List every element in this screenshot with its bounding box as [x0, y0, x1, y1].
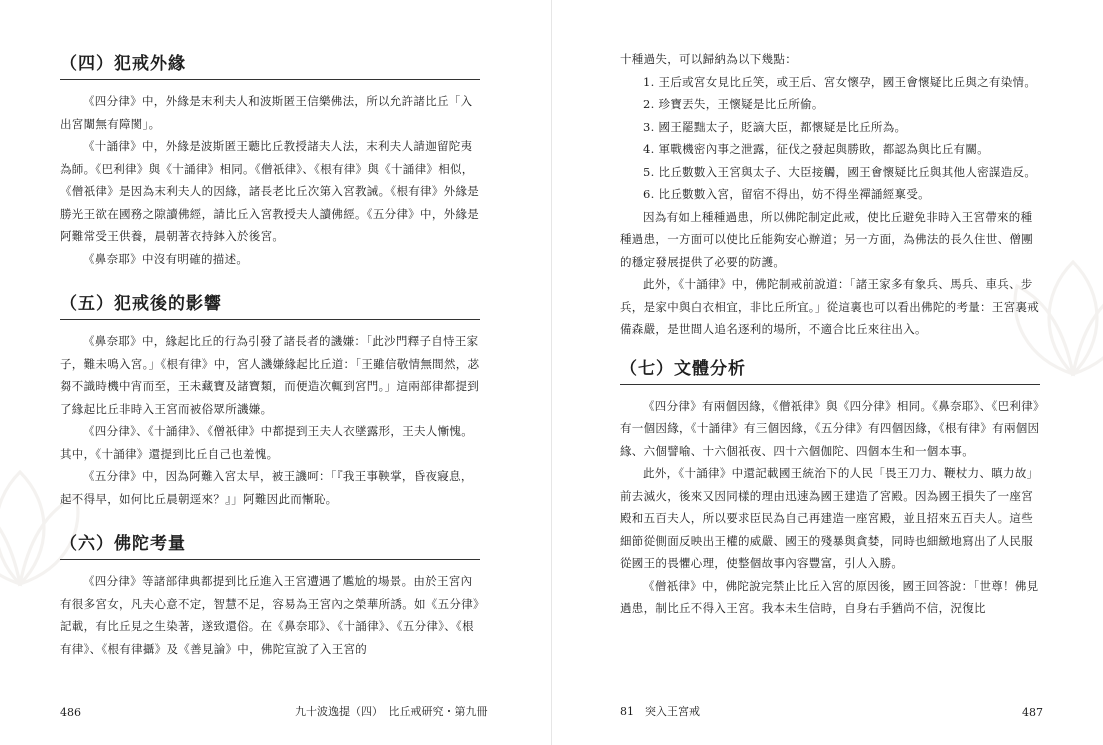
paragraph: 因為有如上種種過患，所以佛陀制定此戒，使比丘避免非時入王宮帶來的種種過患，一方面可以使比丘能夠安心辦道；另一方面，為佛法的長久住世、僧團的穩定發展提供了必要的防護。 [620, 209, 1033, 269]
left-page-content [60, 52, 480, 660]
section-5-body [60, 330, 480, 510]
right-page-content [620, 48, 1040, 620]
paragraph: 《僧祇律》中，佛陀說完禁止比丘入宮的原因後，國王回答說：「世尊！佛見過患，制比丘不得入王宮。我本未生信時，自身右手猶尚不信，況復比 [620, 578, 1039, 615]
chapter-running-head: 81 突入王宮戒 [620, 705, 700, 718]
paragraph: 《鼻奈耶》中沒有明確的描述。 [83, 251, 249, 266]
paragraph: 十種過失，可以歸納為以下幾點： [620, 52, 797, 66]
paragraph: 《十誦律》中，外緣是波斯匿王聽比丘教授諸夫人法，末利夫人請迦留陀夷為師。《巴利律》與《十誦律》相同。《僧祇律》、《根有律》與《十誦律》相似，《僧祇律》是因為末利夫人的因緣，諸長老比丘次第入宮教誡。《根有律》外緣是勝光王欲在國務之隙讀佛經，請比丘入宮教授夫人讀佛經。《五分律》中，外緣是阿難常受王供養，晨朝著衣持鉢入於後宮。 [60, 139, 480, 243]
paragraph: 此外，《十誦律》中，佛陀制戒前說道：「諸王家多有象兵、馬兵、車兵、步兵，是家中與白衣相宜，非比丘所宜。」從這裏也可以看出佛陀的考量：王宮裏戒備森嚴，是世間人追名逐利的場所，不適合比丘來往出入。 [620, 277, 1040, 336]
paragraph: 《四分律》、《十誦律》、《僧祇律》中都提到王夫人衣墜露形，王夫人慚愧。其中，《十誦律》還提到比丘自己也羞愧。 [60, 424, 473, 461]
paragraph: 《五分律》中，因為阿難入宮太早，被王譏呵：「『我王事鞅掌，昏夜寢息，起不得早，如何比丘晨朝逕來？』」阿難因此而慚恥。 [60, 469, 473, 506]
section-heading-6: （六）佛陀考量 [60, 532, 480, 560]
list-item: 2. 珍寶丟失，王懷疑是比丘所偷。 [643, 97, 824, 111]
list-item: 6. 比丘數數入宮，留宿不得出，妨不得坐禪誦經稟受。 [643, 187, 930, 201]
paragraph: 《四分律》等諸部律典都提到比丘進入王宮遭遇了尷尬的場景。由於王宮內有很多宮女，凡夫心意不定，智慧不足，容易為王宮內之榮華所誘。如《五分律》記載，有比丘見之生染著，遂致還俗。在《鼻奈耶》、《十誦律》、《五分律》、《根有律》、《根有律攝》及《善見論》中，佛陀宣說了入王宮的 [60, 574, 480, 656]
list-item: 3. 國王罷黜太子，貶謫大臣，都懷疑是比丘所為。 [643, 119, 907, 134]
paragraph: 《鼻奈耶》中，緣起比丘的行為引發了諸長者的譏嫌：「此沙門釋子自恃王家子，難未鳴入宮。」《根有律》中，宮人譏嫌緣起比丘道：「王雖信敬情無間然，苾芻不識時機中宵而至，王未藏寶及諸寶類，而便造次輒到宮門。」這兩部律都提到了緣起比丘非時入王宮而被俗眾所譏嫌。 [60, 334, 480, 416]
section-heading-5: （五）犯戒後的影響 [60, 292, 480, 320]
left-page [0, 0, 551, 745]
paragraph: 《四分律》中，外緣是末利夫人和波斯匿王信樂佛法，所以允許諸比丘「入出宮闈無有障閡」。 [60, 94, 473, 131]
right-page [552, 0, 1103, 745]
list-item: 5. 比丘數數入王宮與太子、大臣接觸，國王會懷疑比丘與其他人密謀造反。 [643, 164, 1037, 179]
page-number: 486 [60, 706, 81, 719]
paragraph: 《四分律》有兩個因緣，《僧祇律》與《四分律》相同。《鼻奈耶》、《巴利律》有一個因緣，《十誦律》有三個因緣，《五分律》有四個因緣，《根有律》有兩個因緣、六個譬喻、十六個祇夜、四十六個伽陀、四個本生和一個本事。 [620, 398, 1040, 458]
running-head: 九十波逸提（四） 比丘戒研究・第九冊 [295, 705, 488, 718]
section-heading-4: （四）犯戒外緣 [60, 52, 480, 80]
page-number: 487 [1022, 706, 1043, 719]
list-item: 4. 軍戰機密內事之泄露，征伐之發起與勝敗，都認為與比丘有關。 [643, 142, 989, 156]
paragraph: 此外，《十誦律》中還記載國王統治下的人民「畏王刀力、鞭杖力、瞋力故」前去滅火，後來又因同樣的理由迅速為國王建造了宮殿。因為國王損失了一座宮殿和五百夫人，所以要求臣民為自己再建造一座宮殿，並且招來五百夫人。這些細節從側面反映出王權的威嚴、國王的殘暴與貪婪，同時也細緻地寫出了人民服從國王的畏懼心理，使整個故事內容豐富，引人入勝。 [620, 466, 1039, 570]
list-item: 1. 王后或宮女見比丘笑，或王后、宮女懷孕，國王會懷疑比丘與之有染情。 [643, 74, 1037, 89]
section-4-body [60, 90, 480, 270]
section-7-body [620, 395, 1040, 620]
section-heading-7: （七）文體分析 [620, 357, 1040, 385]
section-6-body [60, 570, 480, 660]
continued-section-6-body [620, 48, 1040, 341]
